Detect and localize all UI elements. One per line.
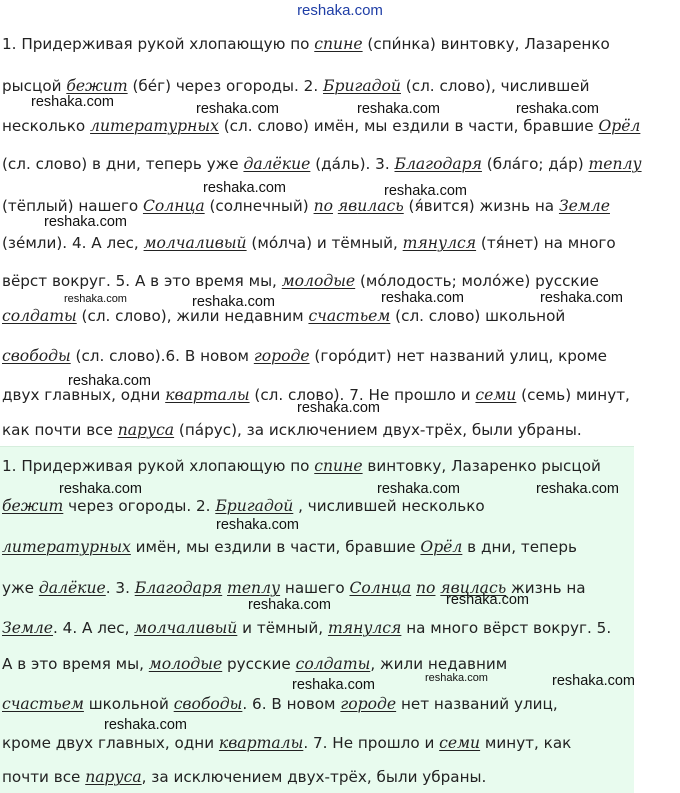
analyzed-word: Благодаря — [134, 579, 223, 597]
analyzed-word: Орёл — [420, 538, 463, 556]
analyzed-word: литературных — [90, 117, 219, 135]
text-fragment: и тёмный, — [237, 619, 328, 637]
text-fragment: (солнечный) — [204, 197, 314, 215]
watermark-label: reshaka.com — [44, 214, 128, 230]
analyzed-word: спине — [314, 457, 363, 475]
analyzed-word: Орёл — [598, 117, 641, 135]
text-fragment: (сл. слово) в дни, теперь уже — [2, 155, 244, 173]
text-fragment: , за исключением двух-трёх, были убраны. — [141, 768, 487, 786]
analyzed-word: кварталы — [165, 386, 250, 404]
top-line — [2, 306, 565, 326]
text-fragment: нашего — [280, 579, 350, 597]
text-fragment: вёрст вокруг. 5. А в это время мы, — [2, 272, 282, 290]
watermark-label: reshaka.com — [425, 672, 488, 684]
text-fragment: рысцой — [2, 77, 67, 95]
analyzed-word: тянулся — [327, 619, 402, 637]
watermark-label: reshaka.com — [104, 717, 188, 733]
bottom-line — [2, 733, 571, 753]
text-fragment: несколько — [2, 117, 91, 135]
text-fragment: (сл. слово).6. В новом — [70, 347, 254, 365]
text-fragment: как почти все — [2, 421, 118, 439]
top-line — [2, 420, 582, 440]
analyzed-word: тянулся — [402, 234, 477, 252]
analyzed-word: по — [416, 579, 436, 597]
watermark-label: reshaka.com — [297, 400, 381, 416]
watermark-label: reshaka.com — [446, 592, 530, 608]
analyzed-word: илась — [357, 197, 404, 215]
watermark-label: reshaka.com — [384, 183, 468, 199]
text-fragment: (да́ль). 3. — [310, 155, 395, 173]
analyzed-word: Солнца — [349, 579, 412, 597]
text-fragment: в дни, теперь — [462, 538, 577, 556]
analyzed-word: илась — [459, 579, 507, 597]
text-fragment: на много вёрст вокруг. 5. — [401, 619, 612, 637]
text-fragment: нет названий улиц, — [396, 695, 558, 713]
analyzed-word: теплу — [588, 155, 642, 173]
analyzed-word: Солнца — [142, 197, 205, 215]
text-fragment: А в это время мы, — [2, 655, 149, 673]
analyzed-word: яв — [440, 579, 460, 597]
watermark-label: reshaka.com — [552, 673, 636, 689]
analyzed-word: теплу — [227, 579, 281, 597]
top-line — [2, 34, 610, 54]
analyzed-word: молчаливый — [134, 619, 238, 637]
analyzed-word: спине — [314, 35, 363, 53]
watermark-label: reshaka.com — [357, 101, 441, 117]
analyzed-word: бежит — [2, 497, 64, 515]
text-fragment: (сл. слово), числившей — [400, 77, 590, 95]
watermark-label: reshaka.com — [377, 481, 461, 497]
text-fragment: уже — [2, 579, 39, 597]
text-fragment: . 7. Не прошло и — [303, 734, 440, 752]
top-line — [2, 154, 642, 174]
analyzed-word: кварталы — [218, 734, 304, 752]
watermark-label: reshaka.com — [68, 373, 152, 389]
text-fragment: русские — [222, 655, 296, 673]
text-fragment: 1. Придерживая рукой хлопающую по — [2, 457, 315, 475]
text-fragment: . 3. — [105, 579, 135, 597]
watermark-label: reshaka.com — [516, 101, 600, 117]
watermark-label: reshaka.com — [192, 294, 276, 310]
text-fragment: . 4. А лес, — [53, 619, 135, 637]
analyzed-word: семи — [439, 734, 481, 752]
watermark-label: reshaka.com — [64, 293, 127, 305]
analyzed-word: Бригадой — [323, 77, 401, 95]
bottom-line — [2, 767, 486, 787]
top-line — [2, 233, 616, 253]
text-fragment: через огороды. 2. — [63, 497, 216, 515]
watermark-label: reshaka.com — [216, 517, 300, 533]
top-line — [2, 346, 607, 366]
analyzed-word: бежит — [66, 77, 128, 95]
top-line — [2, 196, 610, 216]
analyzed-word: счастьем — [308, 307, 391, 325]
analyzed-word: по — [313, 197, 333, 215]
analyzed-word: свободы — [2, 347, 71, 365]
analyzed-word: Бригадой — [215, 497, 294, 515]
text-fragment: (па́рус), за исключением двух-трёх, были убраны. — [174, 421, 582, 439]
watermark-label: reshaka.com — [292, 677, 376, 693]
text-fragment: (бе́г) через огороды. 2. — [127, 77, 323, 95]
analyzed-word: далёкие — [243, 155, 311, 173]
text-fragment: (сл. слово), жили недавним — [76, 307, 309, 325]
site-logo[interactable]: reshaka.com — [297, 2, 383, 19]
watermark-label: reshaka.com — [31, 94, 115, 110]
text-fragment: (бла́го; да́р) — [481, 155, 589, 173]
text-fragment: (спи́нка) винтовку, Лазаренко — [362, 35, 610, 53]
analyzed-word: Земле — [2, 619, 54, 637]
text-fragment: жизнь на — [506, 579, 586, 597]
bottom-line — [2, 456, 601, 476]
text-fragment: , жили недавним — [370, 655, 508, 673]
watermark-label: reshaka.com — [203, 180, 287, 196]
text-fragment: (зе́мли). 4. А лес, — [2, 234, 144, 252]
top-line — [2, 116, 640, 136]
text-fragment: (сл. слово) школьной — [390, 307, 566, 325]
watermark-label: reshaka.com — [381, 290, 465, 306]
analyzed-word: далёкие — [38, 579, 106, 597]
analyzed-word: счастьем — [2, 695, 84, 713]
analyzed-word: литературных — [2, 538, 131, 556]
text-fragment: (мо́лодость; моло́же) русские — [355, 272, 599, 290]
analyzed-word: паруса — [85, 768, 142, 786]
top-line — [2, 271, 599, 291]
text-fragment: школьной — [83, 695, 174, 713]
bottom-line — [2, 618, 611, 638]
analyzed-word: свободы — [173, 695, 243, 713]
text-fragment: . 6. В новом — [242, 695, 341, 713]
bottom-line — [2, 654, 507, 674]
analyzed-word: яв — [337, 197, 358, 215]
watermark-label: reshaka.com — [196, 101, 280, 117]
analyzed-word: паруса — [117, 421, 175, 439]
text-fragment: (семь) минут, — [516, 386, 630, 404]
bottom-line — [2, 537, 577, 557]
text-fragment: (мо́лча) и тёмный, — [246, 234, 403, 252]
analyzed-word: Земле — [558, 197, 610, 215]
text-fragment: винтовку, Лазаренко рысцой — [362, 457, 601, 475]
text-fragment: 1. Придерживая рукой хлопающую по — [2, 35, 315, 53]
text-fragment: кроме двух главных, одни — [2, 734, 219, 752]
text-fragment: почти все — [2, 768, 86, 786]
analyzed-word: молодые — [148, 655, 223, 673]
analyzed-word: городе — [340, 695, 397, 713]
top-line — [2, 76, 589, 96]
text-fragment: (сл. слово). 7. Не прошло и — [249, 386, 476, 404]
text-fragment: (я́вится) жизнь на — [403, 197, 559, 215]
text-fragment: (тя́нет) на много — [476, 234, 616, 252]
watermark-label: reshaka.com — [536, 481, 620, 497]
analyzed-word: семи — [475, 386, 517, 404]
bottom-line — [2, 694, 558, 714]
analyzed-word: Благодаря — [394, 155, 482, 173]
watermark-label: reshaka.com — [59, 481, 143, 497]
text-fragment: минут, как — [480, 734, 572, 752]
analyzed-word: молодые — [281, 272, 356, 290]
analyzed-word: городе — [253, 347, 310, 365]
analyzed-word: солдаты — [2, 307, 77, 325]
text-fragment: имён, мы ездили в части, бравшие — [130, 538, 421, 556]
watermark-label: reshaka.com — [540, 290, 624, 306]
analyzed-word: солдаты — [295, 655, 371, 673]
text-fragment: двух главных, одни — [2, 386, 166, 404]
bottom-line — [2, 496, 485, 516]
text-fragment: (тёплый) нашего — [2, 197, 143, 215]
analyzed-word: молчаливый — [143, 234, 247, 252]
text-fragment: , числившей несколько — [293, 497, 485, 515]
panel-divider — [0, 446, 634, 447]
text-fragment: (горо́дит) нет названий улиц, кроме — [309, 347, 608, 365]
text-fragment: (сл. слово) имён, мы ездили в части, бравшие — [218, 117, 599, 135]
watermark-label: reshaka.com — [248, 597, 332, 613]
